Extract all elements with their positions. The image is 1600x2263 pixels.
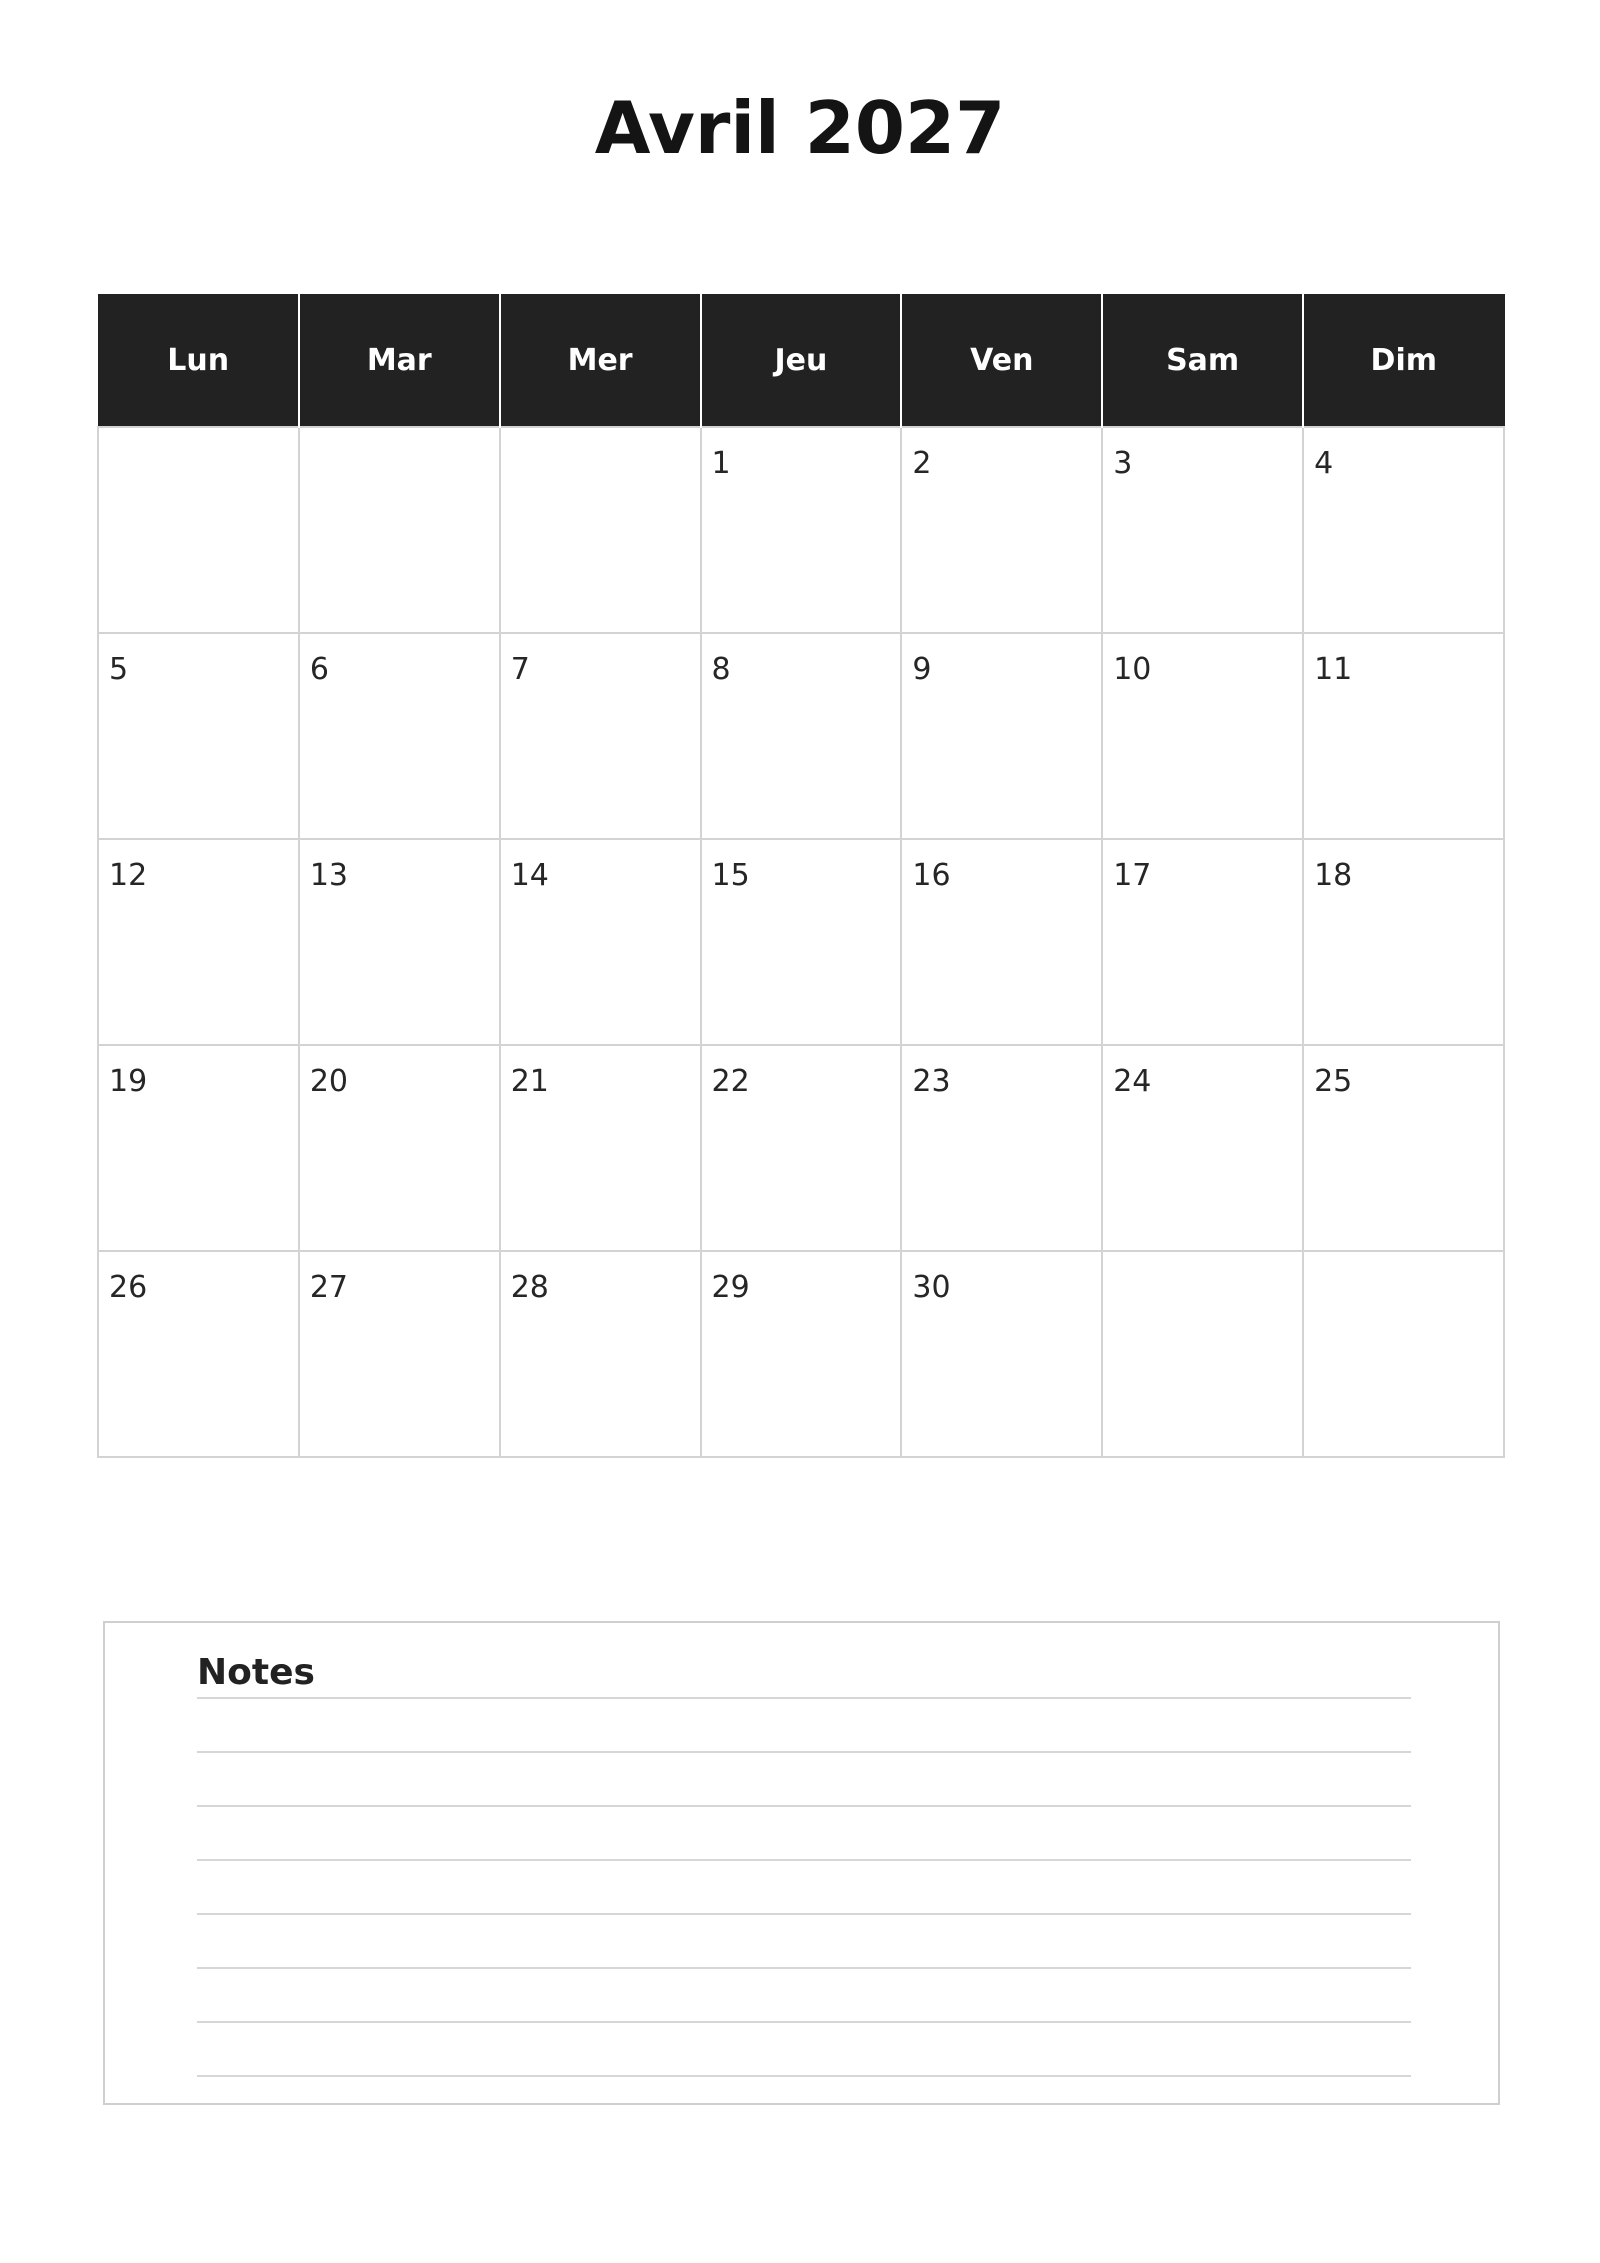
- weekday-header: Dim: [1303, 294, 1504, 427]
- notes-box: [103, 1621, 1500, 2105]
- day-cell: 19: [98, 1045, 299, 1251]
- day-cell: 7: [500, 633, 701, 839]
- day-cell: [299, 427, 500, 633]
- day-cell: 1: [701, 427, 902, 633]
- day-cell: 10: [1102, 633, 1303, 839]
- week-row: [98, 1045, 1504, 1251]
- day-cell: 18: [1303, 839, 1504, 1045]
- day-cell: 3: [1102, 427, 1303, 633]
- day-cell: 21: [500, 1045, 701, 1251]
- note-line: [197, 1805, 1411, 1807]
- day-cell: 17: [1102, 839, 1303, 1045]
- day-cell: 29: [701, 1251, 902, 1457]
- day-cell: [1102, 1251, 1303, 1457]
- note-line: [197, 2075, 1411, 2077]
- weekday-header: Sam: [1102, 294, 1303, 427]
- weekday-header: Ven: [901, 294, 1102, 427]
- week-row: [98, 1251, 1504, 1457]
- day-cell: 6: [299, 633, 500, 839]
- day-cell: 14: [500, 839, 701, 1045]
- note-line: [197, 2021, 1411, 2023]
- day-cell: 20: [299, 1045, 500, 1251]
- day-cell: 22: [701, 1045, 902, 1251]
- weekday-header: Mar: [299, 294, 500, 427]
- weekday-header: Lun: [98, 294, 299, 427]
- day-cell: 2: [901, 427, 1102, 633]
- day-cell: 28: [500, 1251, 701, 1457]
- note-line: [197, 1913, 1411, 1915]
- day-cell: 15: [701, 839, 902, 1045]
- day-cell: 23: [901, 1045, 1102, 1251]
- page-title: Avril 2027: [594, 86, 1006, 170]
- week-row: [98, 839, 1504, 1045]
- day-cell: 9: [901, 633, 1102, 839]
- day-cell: [1303, 1251, 1504, 1457]
- calendar-grid: [97, 294, 1505, 1458]
- day-cell: 4: [1303, 427, 1504, 633]
- notes-title: Notes: [197, 1652, 315, 1693]
- day-cell: 5: [98, 633, 299, 839]
- day-cell: 24: [1102, 1045, 1303, 1251]
- note-line: [197, 1859, 1411, 1861]
- note-line: [197, 1967, 1411, 1969]
- day-cell: [500, 427, 701, 633]
- weekday-header: Jeu: [701, 294, 902, 427]
- weekday-header-row: [98, 294, 1504, 427]
- day-cell: 16: [901, 839, 1102, 1045]
- week-row: [98, 427, 1504, 633]
- day-cell: 26: [98, 1251, 299, 1457]
- week-row: [98, 633, 1504, 839]
- note-line: [197, 1697, 1411, 1699]
- day-cell: 30: [901, 1251, 1102, 1457]
- day-cell: 8: [701, 633, 902, 839]
- note-line: [197, 1751, 1411, 1753]
- day-cell: [98, 427, 299, 633]
- day-cell: 13: [299, 839, 500, 1045]
- day-cell: 12: [98, 839, 299, 1045]
- weekday-header: Mer: [500, 294, 701, 427]
- day-cell: 11: [1303, 633, 1504, 839]
- day-cell: 27: [299, 1251, 500, 1457]
- day-cell: 25: [1303, 1045, 1504, 1251]
